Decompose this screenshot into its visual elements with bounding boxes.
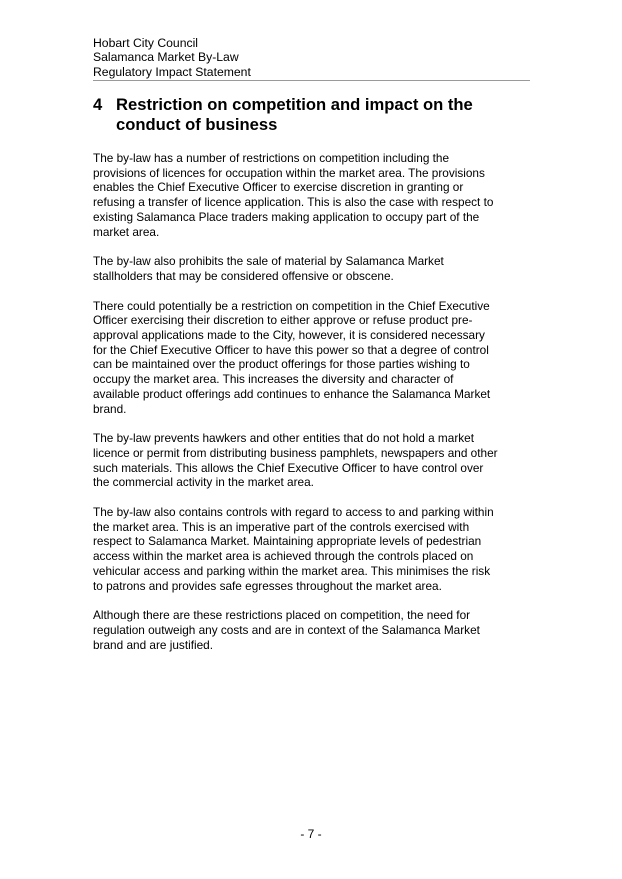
text-line: the commercial activity in the market area. (93, 475, 314, 490)
text-line: available product offerings add continues to enhance the Salamanca Market (93, 386, 491, 401)
text-line: approval applications made to the City, however, it is considered necessary (93, 328, 485, 343)
section-title-line: conduct of business (116, 114, 278, 134)
text-line: There could potentially be a restriction on competition in the Chief Executive (93, 298, 490, 313)
section-title (116, 95, 533, 134)
header-organisation: Hobart City Council (93, 36, 198, 50)
text-line: for the Chief Executive Officer to have this power so that a degree of control (93, 342, 489, 357)
text-line: Although there are these restrictions placed on competition, the need for (93, 608, 471, 623)
section-number: 4 (93, 95, 103, 114)
paragraph-access-parking (93, 505, 533, 593)
text-line: access within the market area is achieved through the controls placed on (93, 549, 474, 564)
text-line: Officer exercising their discretion to either approve or refuse product pre- (93, 313, 473, 328)
section-body (93, 151, 533, 667)
text-line: refusing a transfer of licence application. This is also the case with respect to (93, 195, 494, 210)
text-line: The by-law also contains controls with regard to access to and parking within (93, 505, 494, 520)
text-line: to patrons and provides safe egresses throughout the market area. (93, 578, 442, 593)
running-header (93, 36, 530, 81)
page-number: - 7 - (300, 827, 322, 841)
text-line: brand. (93, 401, 127, 416)
text-line: vehicular access and parking within the market area. This minimises the risk (93, 563, 491, 578)
section-heading (93, 95, 533, 134)
text-line: market area. (93, 224, 160, 239)
text-line: such materials. This allows the Chief Executive Officer to have control over (93, 460, 484, 475)
text-line: existing Salamanca Place traders making application to occupy part of the (93, 209, 480, 224)
paragraph-conclusion (93, 608, 533, 652)
paragraph-product-approval (93, 299, 533, 417)
text-line: The by-law has a number of restrictions on competition including the (93, 151, 450, 165)
section-title-line: Restriction on competition and impact on the (116, 95, 473, 114)
text-line: licence or permit from distributing business pamphlets, newspapers and other (93, 445, 498, 460)
header-document-type: Regulatory Impact Statement (93, 64, 251, 79)
paragraph-licence-restrictions (93, 151, 533, 239)
text-line: brand and are justified. (93, 637, 214, 652)
text-line: can be maintained over the product offerings for those parties wishing to (93, 357, 470, 372)
text-line: occupy the market area. This increases the diversity and character of (93, 372, 454, 387)
text-line: stallholders that may be considered offensive or obscene. (93, 268, 394, 283)
paragraph-hawkers (93, 431, 533, 490)
header-document-title: Salamanca Market By-Law (93, 50, 239, 65)
text-line: The by-law also prohibits the sale of material by Salamanca Market (93, 254, 444, 269)
paragraph-offensive-material (93, 254, 533, 283)
text-line: regulation outweigh any costs and are in context of the Salamanca Market (93, 622, 480, 637)
text-line: The by-law prevents hawkers and other entities that do not hold a market (93, 431, 474, 446)
text-line: provisions of licences for occupation within the market area. The provisions (93, 165, 485, 180)
text-line: the market area. This is an imperative part of the controls exercised with (93, 519, 470, 534)
text-line: respect to Salamanca Market. Maintaining appropriate levels of pedestrian (93, 534, 482, 549)
text-line: enables the Chief Executive Officer to exercise discretion in granting or (93, 180, 464, 195)
